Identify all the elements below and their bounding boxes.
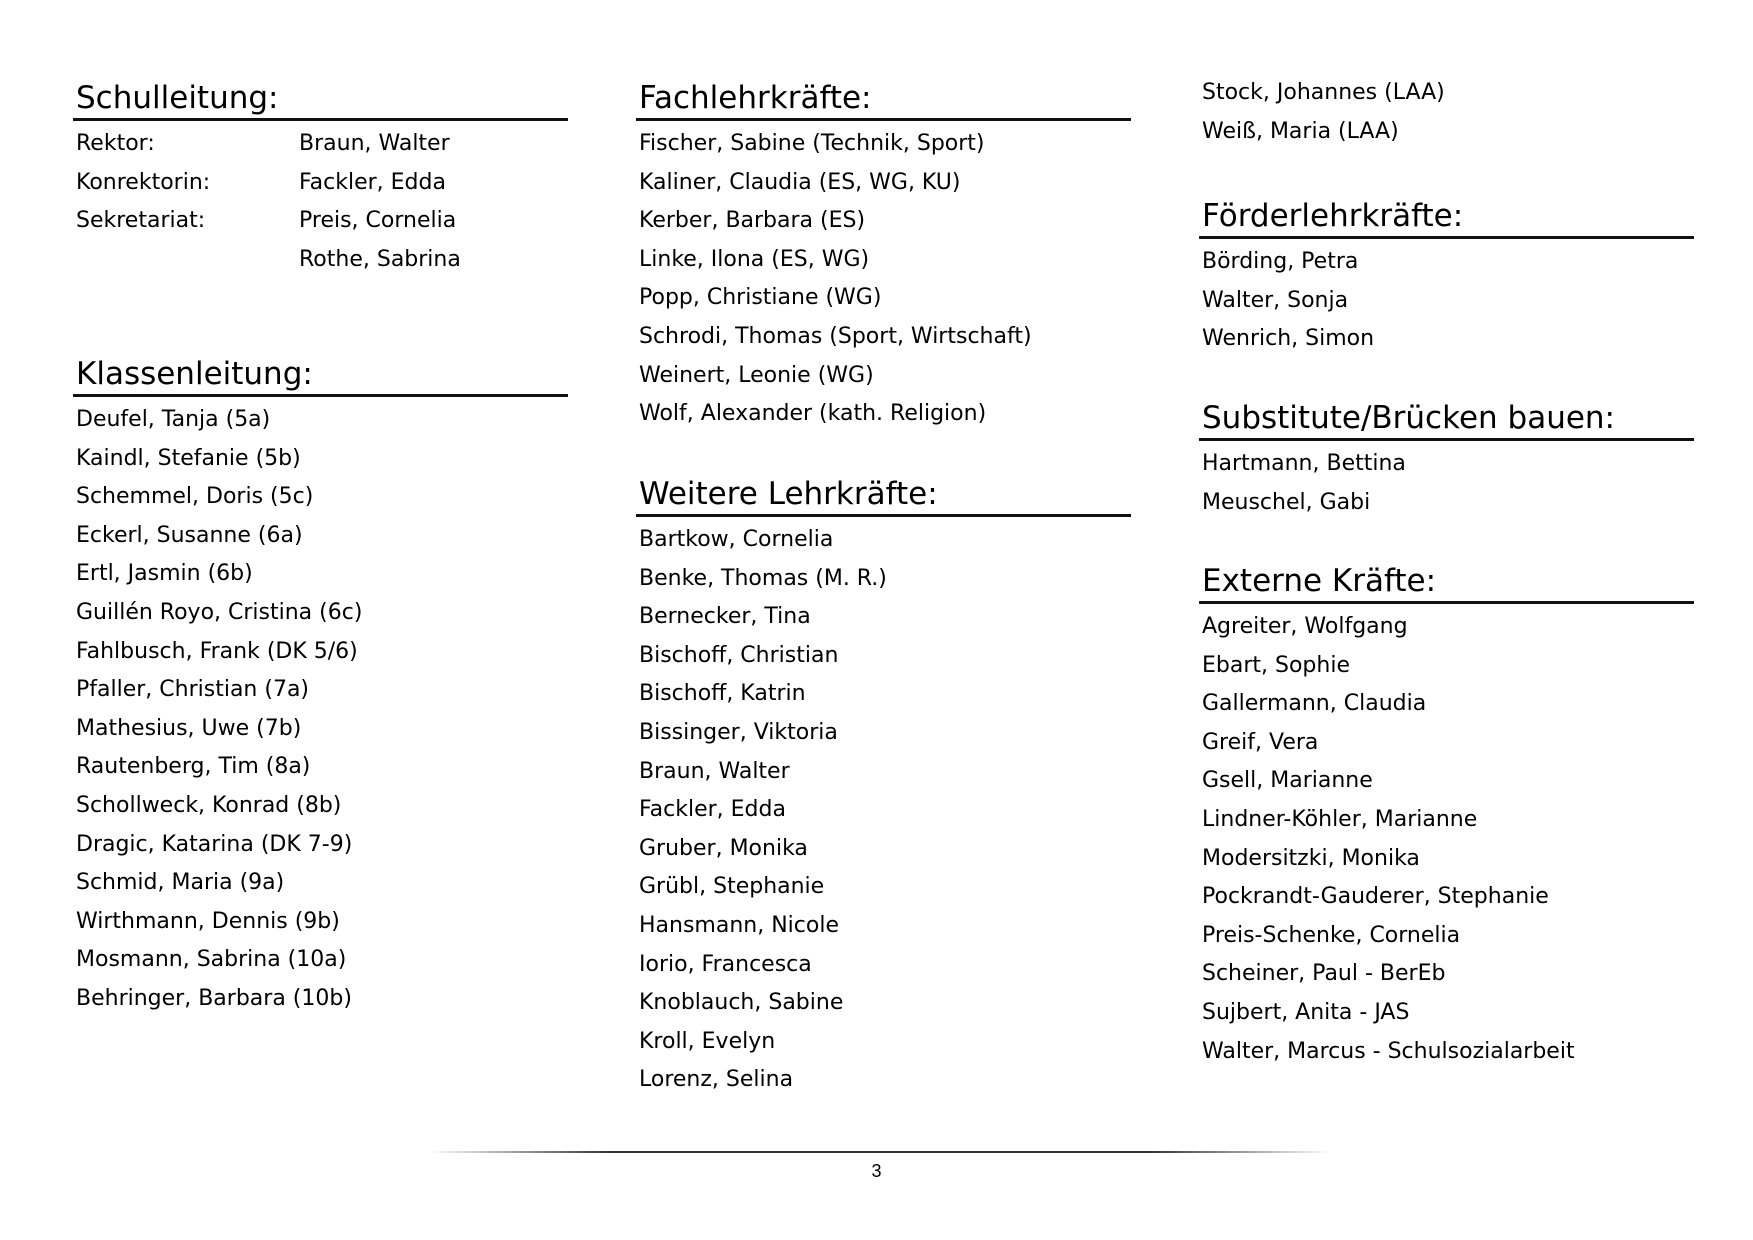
list-item: Braun, Walter — [639, 758, 790, 784]
list-item: Rautenberg, Tim (8a) — [76, 754, 311, 780]
section-klassenleitung — [73, 354, 568, 1019]
person-name: Preis, Cornelia — [299, 208, 457, 234]
list-item: Gruber, Monika — [639, 835, 808, 861]
person-name: Rothe, Sabrina — [299, 246, 461, 272]
list-item: Kerber, Barbara (ES) — [639, 208, 866, 234]
staff-list — [1199, 239, 1694, 359]
list-item: Fahlbusch, Frank (DK 5/6) — [76, 638, 358, 664]
list-item: Fischer, Sabine (Technik, Sport) — [639, 131, 985, 156]
section-foerderlehrkraefte — [1199, 196, 1694, 359]
list-item: Linke, Ilona (ES, WG) — [639, 246, 870, 272]
section-heading: Schulleitung: — [73, 78, 568, 121]
list-item: Wirthmann, Dennis (9b) — [76, 908, 340, 934]
list-item: Guillén Royo, Cristina (6c) — [76, 599, 363, 625]
list-item: Lindner-Köhler, Marianne — [1202, 806, 1478, 832]
list-item: Hartmann, Bettina — [1202, 451, 1406, 476]
section-continued-list — [1199, 74, 1694, 151]
role-label: Rektor: — [76, 131, 155, 156]
staff-list — [636, 517, 1131, 1100]
list-item: Agreiter, Wolfgang — [1202, 614, 1408, 639]
list-item: Knoblauch, Sabine — [639, 990, 844, 1016]
section-heading: Klassenleitung: — [73, 354, 568, 397]
section-heading: Substitute/Brücken bauen: — [1199, 398, 1694, 441]
role-label — [76, 241, 299, 280]
section-schulleitung — [73, 78, 568, 279]
list-item: Behringer, Barbara (10b) — [76, 985, 352, 1011]
staff-list — [73, 397, 568, 1019]
role-label: Sekretariat: — [76, 208, 206, 234]
list-item: Modersitzki, Monika — [1202, 845, 1420, 871]
list-item: Wenrich, Simon — [1202, 326, 1375, 352]
list-item: Pfaller, Christian (7a) — [76, 677, 310, 703]
page-number: 3 — [871, 1161, 882, 1181]
list-item: Lorenz, Selina — [639, 1067, 794, 1093]
staff-list — [636, 121, 1131, 434]
section-heading: Weitere Lehrkräfte: — [636, 474, 1131, 517]
list-item: Meuschel, Gabi — [1202, 489, 1371, 515]
section-heading: Förderlehrkräfte: — [1199, 196, 1694, 239]
list-item: Schrodi, Thomas (Sport, Wirtschaft) — [639, 323, 1032, 349]
list-item: Dragic, Katarina (DK 7-9) — [76, 831, 353, 857]
person-name: Fackler, Edda — [299, 169, 446, 195]
list-item: Kroll, Evelyn — [639, 1028, 776, 1054]
list-item: Wolf, Alexander (kath. Religion) — [639, 401, 987, 427]
list-item: Börding, Petra — [1202, 249, 1359, 274]
list-item: Ertl, Jasmin (6b) — [76, 561, 253, 587]
list-item: Fackler, Edda — [639, 797, 786, 823]
list-item: Schollweck, Konrad (8b) — [76, 792, 342, 818]
list-item: Kaliner, Claudia (ES, WG, KU) — [639, 169, 961, 195]
section-fachlehrkraefte — [636, 78, 1131, 434]
footer-divider — [430, 1151, 1330, 1153]
list-item: Walter, Sonja — [1202, 287, 1349, 313]
list-item: Sujbert, Anita - JAS — [1202, 999, 1410, 1025]
list-item: Pockrandt-Gauderer, Stephanie — [1202, 884, 1549, 910]
list-item: Iorio, Francesca — [639, 951, 812, 977]
list-item: Deufel, Tanja (5a) — [76, 407, 271, 432]
list-item: Bischoff, Katrin — [639, 681, 806, 707]
list-item: Ebart, Sophie — [1202, 652, 1350, 678]
section-heading: Fachlehrkräfte: — [636, 78, 1131, 121]
list-item: Benke, Thomas (M. R.) — [639, 565, 887, 591]
list-item: Preis-Schenke, Cornelia — [1202, 922, 1461, 948]
staff-list — [1199, 441, 1694, 522]
list-item: Mosmann, Sabrina (10a) — [76, 947, 347, 973]
leadership-row — [76, 241, 568, 280]
leadership-row — [76, 202, 568, 241]
list-item: Eckerl, Susanne (6a) — [76, 522, 303, 548]
section-substitute-bruecken-bauen — [1199, 398, 1694, 522]
section-externe-kraefte — [1199, 561, 1694, 1071]
list-item: Hansmann, Nicole — [639, 912, 839, 938]
staff-list — [1199, 74, 1694, 151]
leadership-row — [76, 164, 568, 203]
person-name: Braun, Walter — [299, 131, 450, 156]
list-item: Kaindl, Stefanie (5b) — [76, 445, 301, 471]
list-item: Schemmel, Doris (5c) — [76, 484, 314, 510]
list-item: Popp, Christiane (WG) — [639, 285, 882, 311]
list-item: Grübl, Stephanie — [639, 874, 825, 900]
list-item: Weinert, Leonie (WG) — [639, 362, 874, 388]
list-item: Weiß, Maria (LAA) — [1202, 118, 1399, 144]
list-item: Scheiner, Paul - BerEb — [1202, 961, 1446, 987]
list-item: Schmid, Maria (9a) — [76, 870, 285, 896]
list-item: Bissinger, Viktoria — [639, 719, 838, 745]
list-item: Mathesius, Uwe (7b) — [76, 715, 302, 741]
leadership-table — [73, 121, 568, 279]
leadership-row — [76, 125, 568, 164]
role-label: Konrektorin: — [76, 169, 211, 195]
list-item: Greif, Vera — [1202, 729, 1319, 755]
list-item: Bernecker, Tina — [639, 604, 811, 630]
section-weitere-lehrkraefte — [636, 474, 1131, 1100]
list-item: Bischoff, Christian — [639, 642, 839, 668]
staff-list — [1199, 604, 1694, 1071]
list-item: Walter, Marcus - Schulsozialarbeit — [1202, 1038, 1575, 1064]
list-item: Gallermann, Claudia — [1202, 691, 1427, 717]
list-item: Bartkow, Cornelia — [639, 527, 834, 552]
list-item: Gsell, Marianne — [1202, 768, 1373, 794]
list-item: Stock, Johannes (LAA) — [1202, 80, 1445, 105]
section-heading: Externe Kräfte: — [1199, 561, 1694, 604]
